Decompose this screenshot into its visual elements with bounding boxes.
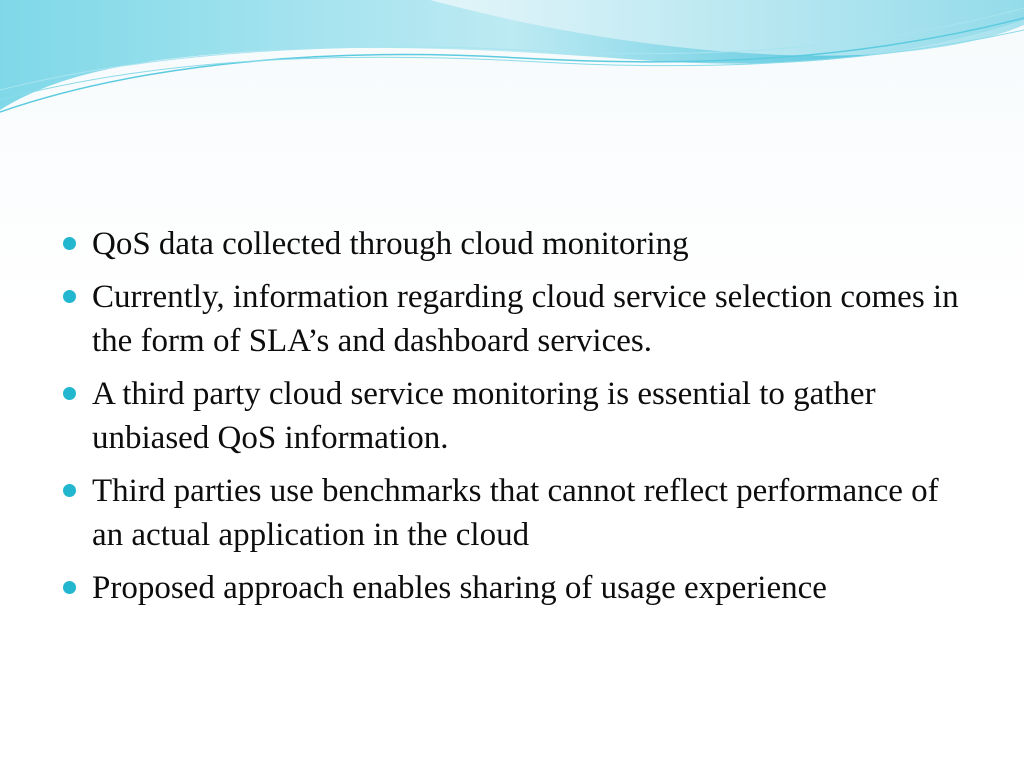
bullet-text: Currently, information regarding cloud service selection comes in the form of SLA’s and dashboard services. (92, 279, 959, 359)
bullet-list (60, 222, 960, 610)
header-wave-decoration (0, 0, 1024, 130)
bullet-dot-icon (63, 290, 76, 303)
bullet-dot-icon (63, 581, 76, 594)
bullet-dot-icon (63, 387, 76, 400)
bullet-dot-icon (63, 484, 76, 497)
bullet-item (60, 275, 960, 363)
slide-body (60, 222, 960, 619)
bullet-text: QoS data collected through cloud monitoring (92, 226, 689, 262)
bullet-text: A third party cloud service monitoring is essential to gather unbiased QoS information. (92, 376, 876, 456)
bullet-item (60, 222, 960, 266)
bullet-text: Proposed approach enables sharing of usage experience (92, 570, 827, 606)
bullet-dot-icon (63, 237, 76, 250)
bullet-text: Third parties use benchmarks that cannot reflect performance of an actual application in the cloud (92, 473, 939, 553)
bullet-item (60, 566, 960, 610)
bullet-item (60, 469, 960, 557)
bullet-item (60, 372, 960, 460)
